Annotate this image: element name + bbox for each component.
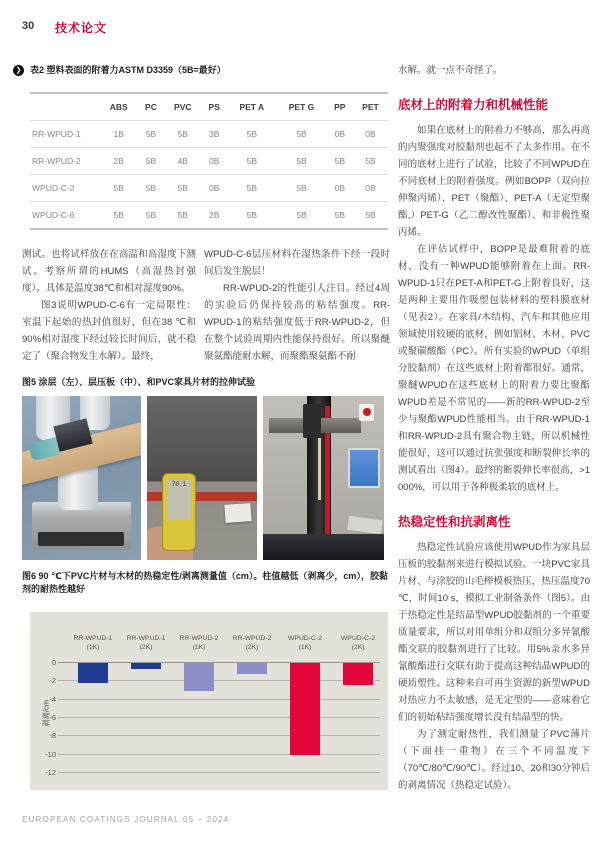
figure5-caption: 图5 涂层（左）、层压板（中）、和PVC家具片材的拉伸试验 (22, 377, 256, 387)
body-column-left (22, 246, 196, 365)
table-cell: 1B (100, 121, 137, 148)
table2-caption-row (13, 64, 393, 77)
y-axis-label: 剥离/cm (41, 699, 51, 728)
figure6-chart (30, 612, 388, 790)
table-cell: 5B (276, 148, 326, 175)
table-cell: 5B (137, 148, 164, 175)
table-cell: 2B (100, 148, 137, 175)
gridline (58, 754, 380, 755)
table-header-cell: PET (362, 102, 379, 112)
table-row (30, 175, 388, 202)
table-header-cell: PP (334, 102, 346, 112)
body-column-right (398, 62, 590, 794)
table-row-label: RR-WPUD-1 (30, 121, 100, 148)
y-tick-label: 0 (51, 658, 56, 667)
table-row (30, 121, 388, 148)
table-cell: 5B (353, 202, 388, 230)
table-cell: 4B (164, 148, 201, 175)
table-cell: 5B (137, 175, 164, 202)
y-tick-label: -6 (49, 713, 56, 723)
y-tick-label: -4 (49, 694, 56, 704)
paragraph: 热稳定性试验应该使用WPUD作为家具层压板的胶黏剂来进行模拟试验。一块PVC家具片材、与涂胶的山毛榉模板热压，热压温度70 ℃，时间10 s，模拟工业制备条件（图5）。由于热稳定性是结晶型WPUD胶黏剂的一个重要质量要求，所以对用单组分和双组分多异氰酸酯交联的胶黏剂进行了比较。用5%亲水多异氰酸酯进行交联有助于提高这种结晶WPUD的硬质塑性。这种来自可再生资源的新型WPUD对热应力不太敏感，是无定型的——意味着它们的初始粘结强度增长没有结晶型的快。 (398, 542, 590, 723)
gridline (58, 772, 380, 773)
thermometer-display: 70.1 (167, 480, 191, 520)
table-row (30, 148, 388, 175)
table-cell: 5B (276, 175, 326, 202)
table-cell: 5B (227, 121, 276, 148)
bar (184, 663, 214, 691)
table-cell: 0B (201, 148, 227, 175)
paragraph: 如果在底材上的附着力不够高，那么再高的内聚强度对胶黏剂也起不了太多作用。在不同的底材上进行了试验，比较了不同WPUD在不同底材上的附着强度。例如BOPP（双向拉伸聚丙烯）、PET（聚酯）、PET-A（无定型聚酯,）PET-G（乙二醇改性聚酯）、和非极性聚丙烯。 (398, 125, 590, 238)
table-header-cell: PC (145, 102, 157, 112)
paragraph: 图3说明WPUD-C-6有一定局限性：室温下起始的热封值很好，但在38 ℃和90%相对湿度下经过较长时间后，就不稳定了（聚合物发生水解）。最终， (22, 300, 196, 362)
table-cell: 0B (201, 175, 227, 202)
adhesion-table (30, 92, 388, 230)
bar (290, 663, 320, 755)
photo-tensile-tester (263, 396, 384, 560)
body-column-middle (204, 246, 390, 365)
page-number: 30 (22, 20, 35, 32)
bar-category-label: RR-WPUD-1 (2K) (126, 635, 166, 651)
table-header-cell: PET A (239, 102, 265, 112)
tester-base (263, 534, 384, 560)
section-2-body (398, 539, 590, 794)
table-row-label: RR-WPUD-2 (30, 148, 100, 175)
photo-laminate-press (147, 396, 257, 560)
table-cell: 5B (137, 121, 164, 148)
table-cell: 0B (327, 175, 353, 202)
paragraph: RR-WPUD-2的性能引人注目。经过4周的实验后仍保持较高的粘结强度。RR-WPUD-1的粘结强度低于RR-WPUD-2，但在整个试验周期内性能保持很好。所以聚醚聚氨酯能耐水解，而聚酯聚氨酯不耐 (204, 283, 390, 362)
figure5-photos (22, 396, 390, 560)
table-cell: 5B (227, 202, 276, 230)
figure6-caption: 图6 90 ℃下PVC片材与木材的热稳定性/剥离测量值（cm）。柱值越低（剥离少，cm），胶黏剂的耐热性越好 (22, 571, 388, 594)
table-cell: 5B (276, 202, 326, 230)
label-tag (224, 503, 251, 523)
table-cell: 3B (201, 121, 227, 148)
table-header-cell: PVC (174, 102, 192, 112)
table-header-cell: PS (208, 102, 220, 112)
table-cell: 5B (164, 202, 201, 230)
table-cell: 0B (353, 121, 388, 148)
heading-thermal-stability: 热稳定性和抗剥离性 (398, 515, 511, 529)
section-1-body (398, 122, 590, 496)
gridline (58, 735, 380, 736)
photo-coating-brush (22, 396, 141, 560)
bar-category-label: WPUD-C-2 (2K) (341, 635, 375, 651)
table2-caption: 表2 塑料表面的附着力ASTM D3359（5B=最好） (30, 65, 226, 75)
table-cell: 5B (137, 202, 164, 230)
table-cell: 0B (353, 175, 388, 202)
tester-clamp (303, 404, 321, 438)
table-cell: 5B (227, 148, 276, 175)
thermometer-device (163, 474, 195, 550)
y-tick-label: -8 (49, 731, 56, 741)
table-header-cell: ABS (109, 102, 128, 112)
paragraph: 在评估试样中，BOPP是最难附着的底材，没有一种WPUD能够附着在上面。RR-WPUD-1只在PET-A和PET-G上附着良好，这是两种主要用作吸塑包装材料的塑料膜底材（见表2）。在家具/木结构、汽车和其他应用领域使用较硬的底材，例如铝材、木材、PVC或聚碳酸酯（PC）。所有实验的WPUD（单组分胶黏剂）在这些底材上附着都很好。通常，聚醚WPUD在这些底材上的附着力要比聚酯WPUD差是不常见的——新的RR-WPUD-2至少与聚酯WPUD性能相当。由于RR-WPUD-1和RR-WPUD-2具有聚合物主链，所以机械性能很好，这可以通过抗张强度和断裂伸长率的测试看出（图4）。最终的断裂伸长率很高，>1 000%，可以用于各种极柔软的底材上。 (398, 244, 590, 493)
table-cell: 5B (227, 175, 276, 202)
table-cell: 5B (100, 175, 137, 202)
y-tick-label: -12 (45, 768, 56, 778)
test-specimen (318, 438, 321, 500)
bar (237, 663, 267, 674)
table-cell: 5B (276, 121, 326, 148)
bar (78, 663, 108, 683)
y-tick-label: -10 (45, 749, 56, 759)
gridline (58, 717, 380, 718)
table-cell: 0B (327, 121, 353, 148)
bar-category-label: RR-WPUD-2 (1K) (179, 635, 219, 651)
heading-adhesion-substrates: 底材上的附着力和机械性能 (398, 98, 549, 112)
bar-category-label: RR-WPUD-1 (1K) (73, 635, 113, 651)
table-row-label: WPUD-C-2 (30, 175, 100, 202)
table-header-cell: PET G (288, 102, 315, 112)
bar-category-label: WPUD-C-2 (1K) (288, 635, 322, 651)
paragraph: 水解。就一点不奇怪了。 (398, 65, 503, 76)
keyboard (347, 516, 383, 535)
table-cell: 5B (164, 175, 201, 202)
table-cell: 5B (100, 202, 137, 230)
bar (343, 663, 373, 685)
journal-footer: EUROPEAN COATINGS JOURNAL 05 – 2024 (22, 815, 230, 824)
bar (131, 663, 161, 669)
table-row-label: WPUD-C-6 (30, 202, 100, 230)
arrow-bullet-icon: ❯ (13, 65, 24, 76)
gridline (58, 699, 380, 700)
monitor-screen (348, 448, 380, 488)
paragraph: 为了测定耐热性，我们测量了PVC薄片（下面挂一重物）在三个不同温度下（70℃/80℃/90℃）。经过10、20和30分钟后的剥离情况（热稳定试验）。 (398, 729, 590, 791)
emergency-stop-button (359, 404, 374, 421)
section-label: 技术论文 (55, 21, 108, 35)
bar-category-label: RR-WPUD-2 (2K) (232, 635, 272, 651)
paragraph: 测试。也将试样放在在高温和高湿度下测试。考察所谓的HUMS（高湿热封强度）。具体是温度38℃和相对湿度90%。 (22, 249, 196, 294)
table-cell: 5B (164, 121, 201, 148)
table-cell: 2B (201, 202, 227, 230)
paragraph: WPUD-C-6层压材料在湿热条件下经一段时间后发生脱层！ (204, 249, 390, 277)
table-header-cell (30, 93, 100, 121)
y-tick-label: -2 (49, 676, 56, 686)
table-cell: 5B (353, 148, 388, 175)
table-cell: 5B (327, 202, 353, 230)
table-cell: 5B (327, 148, 353, 175)
table-row (30, 202, 388, 230)
